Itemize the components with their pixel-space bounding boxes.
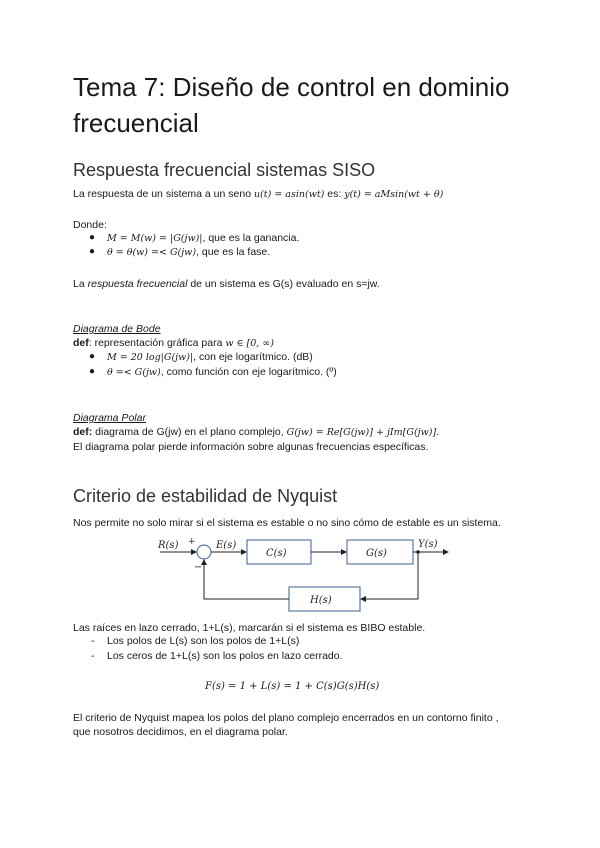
polar-def-text: diagrama de G(jw) en el plano complejo, — [92, 426, 287, 438]
section-heading-nyquist: Criterio de estabilidad de Nyquist — [73, 486, 338, 506]
polar-def-label: def: — [73, 426, 93, 438]
bode-phase-text: , como función con eje logarítmico. (º) — [160, 366, 337, 378]
bode-definition — [73, 336, 274, 351]
intro-text-pre: La respuesta de un sistema a un seno — [73, 188, 254, 200]
polar-note: El diagrama polar pierde información sobre algunas frecuencias específicas. — [73, 441, 429, 453]
bullet-icon: ● — [89, 246, 96, 257]
feedback-block-diagram — [150, 530, 450, 616]
bode-phase-math: θ =< G(jw) — [107, 367, 161, 378]
phase-math: θ = θ(w) =< G(jw) — [107, 247, 197, 258]
section-heading-siso: Respuesta frecuencial sistemas SISO — [73, 160, 376, 180]
donde-label: Donde: — [73, 219, 107, 231]
bode-mag-math: M = 20 log|G(jw)| — [107, 352, 194, 363]
bullet-gain — [107, 232, 299, 244]
sum-minus-sign: − — [194, 562, 203, 573]
diagram-label-error: E(s) — [216, 540, 237, 551]
resp-italic: respuesta frecuencial — [87, 278, 188, 290]
polar-definition — [73, 425, 439, 440]
intro-text-mid: es: — [324, 188, 345, 200]
intro-paragraph — [73, 187, 443, 202]
intro-math-output: y(t) = aMsin(wt + θ) — [344, 189, 444, 200]
intro-math-input: u(t) = asin(wt) — [253, 189, 325, 200]
bode-bullet-magnitude — [107, 351, 313, 363]
bullet-icon: ● — [89, 351, 96, 362]
block-controller-label: C(s) — [266, 548, 287, 559]
diagram-label-input: R(s) — [158, 540, 179, 551]
gain-text: , que es la ganancia. — [202, 232, 300, 244]
roots-paragraph: Las raíces en lazo cerrado, 1+L(s), marcarán si el sistema es BIBO estable. — [73, 622, 426, 634]
nyquist-item-2: Los ceros de 1+L(s) son los polos en lazo cerrado. — [107, 650, 343, 662]
bode-heading — [73, 322, 161, 336]
nyquist-final-line2: que nosotros decidimos, en el diagrama polar. — [73, 726, 288, 738]
polar-heading-text: Diagrama Polar — [73, 412, 146, 424]
block-plant-label: G(s) — [366, 548, 387, 559]
bode-bullet-phase — [107, 366, 337, 378]
dash-marker: - — [91, 635, 95, 647]
nyquist-final-line1: El criterio de Nyquist mapea los polos del plano complejo encerrados en un contorno finito , — [73, 712, 499, 724]
summing-junction — [197, 545, 211, 559]
bullet-phase — [107, 246, 270, 258]
block-sensor-label: H(s) — [310, 595, 332, 606]
characteristic-equation: F(s) = 1 + L(s) = 1 + C(s)G(s)H(s) — [205, 681, 380, 692]
polar-def-end: . — [436, 426, 440, 438]
polar-heading — [73, 411, 146, 425]
bode-mag-text: , con eje logarítmico. (dB) — [193, 351, 313, 363]
bode-def-text: : representación gráfica para — [88, 337, 226, 349]
sum-plus-sign: + — [188, 537, 196, 547]
bode-def-label: def — [73, 337, 89, 349]
bullet-icon: ● — [89, 366, 96, 377]
page-title-line1: Tema 7: Diseño de control en dominio — [73, 72, 510, 102]
nyquist-intro: Nos permite no solo mirar si el sistema es estable o no sino cómo de estable es un sistema. — [73, 517, 501, 529]
nyquist-item-1: Los polos de L(s) son los polos de 1+L(s) — [107, 635, 300, 647]
resp-post: de un sistema es G(s) evaluado en s=jw. — [187, 278, 380, 290]
polar-def-math: G(jw) = Re[G(jw)] + jIm[G(jw)] — [286, 427, 437, 438]
resp-frecuencial-paragraph — [73, 277, 380, 291]
gain-math: M = M(w) = |G(jw)| — [107, 233, 203, 244]
arrow-feedback-out — [204, 560, 289, 599]
diagram-label-output: Y(s) — [418, 539, 438, 550]
page-title-line2: frecuencial — [73, 108, 199, 138]
bullet-icon: ● — [89, 232, 96, 243]
phase-text: , que es la fase. — [196, 246, 271, 258]
bode-def-math: w ∈ [0, ∞) — [225, 338, 274, 349]
dash-marker: - — [91, 650, 95, 662]
bode-heading-text: Diagrama de Bode — [73, 323, 161, 335]
resp-pre: La — [73, 278, 88, 290]
